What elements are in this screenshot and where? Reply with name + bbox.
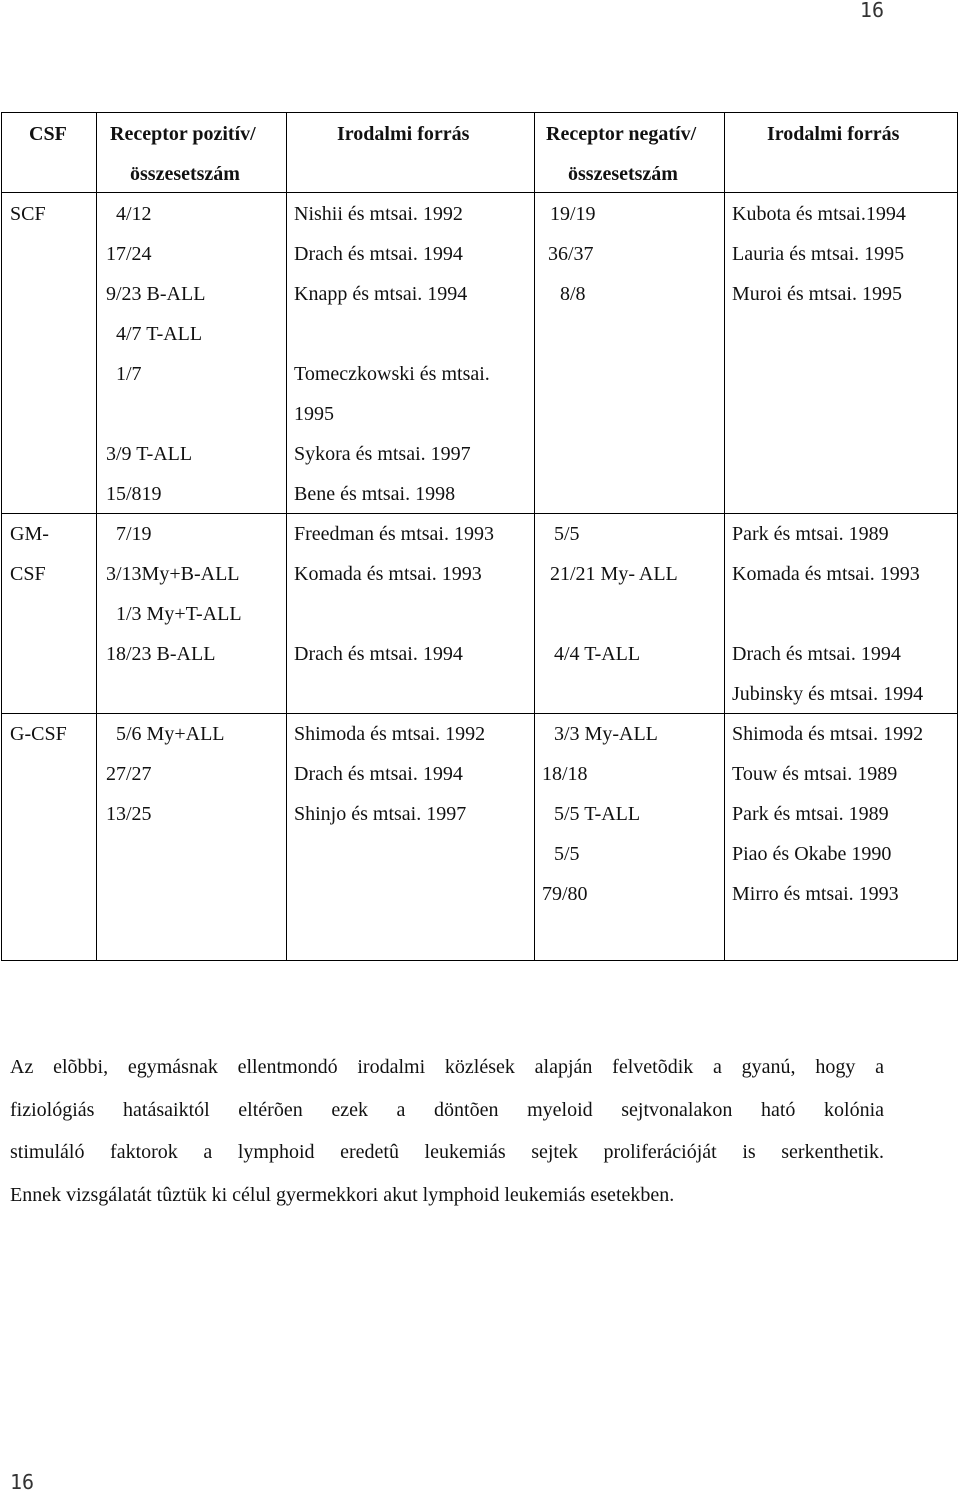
table-cell-ref2: Park és mtsai. 1989 — [732, 523, 889, 545]
table-cell-ref2: Lauria és mtsai. 1995 — [732, 243, 905, 265]
table-cell-pos: 1/3 My+T-ALL — [116, 603, 242, 625]
table-cell-ref1: 1995 — [294, 403, 334, 425]
table-cell-pos: 15/819 — [106, 483, 162, 505]
table-cell-ref1: Drach és mtsai. 1994 — [294, 763, 463, 785]
header-reference-2: Irodalmi forrás — [767, 123, 900, 145]
page-number-bottom: 16 — [10, 1470, 35, 1494]
table-cell-ref1: Knapp és mtsai. 1994 — [294, 283, 468, 305]
table-cell-pos: 3/9 T-ALL — [106, 443, 193, 465]
table-cell-pos: 17/24 — [106, 243, 152, 265]
table-cell-csf: G-CSF — [10, 723, 67, 745]
paragraph-line: fiziológiás hatásaiktól eltérõen ezek a döntõen myeloid sejtvonalakon ható kolónia — [10, 1098, 884, 1121]
table-cell-ref1: Komada és mtsai. 1993 — [294, 563, 482, 585]
table-cell-ref1: Shinjo és mtsai. 1997 — [294, 803, 467, 825]
group-divider — [2, 513, 957, 514]
table-cell-neg: 5/5 — [554, 523, 580, 545]
table-cell-pos: 13/25 — [106, 803, 152, 825]
body-paragraph — [10, 1046, 884, 1216]
header-negative-total: összesetszám — [568, 163, 678, 185]
table-cell-csf: CSF — [10, 563, 46, 585]
table-cell-ref2: Park és mtsai. 1989 — [732, 803, 889, 825]
table-cell-neg: 36/37 — [548, 243, 594, 265]
paragraph-line: stimuláló faktorok a lymphoid eredetû leukemiás sejtek proliferációját is serkenthetik. — [10, 1141, 884, 1164]
column-divider — [96, 113, 97, 960]
table-cell-ref2: Kubota és mtsai.1994 — [732, 203, 906, 225]
table-cell-ref2: Piao és Okabe 1990 — [732, 843, 892, 865]
table-cell-csf: GM- — [10, 523, 49, 545]
table-cell-pos: 7/19 — [116, 523, 152, 545]
table-cell-ref2: Drach és mtsai. 1994 — [732, 643, 901, 665]
table-cell-pos: 18/23 B-ALL — [106, 643, 216, 665]
table-cell-pos: 4/12 — [116, 203, 152, 225]
header-divider — [2, 192, 957, 193]
table-cell-ref1: Nishii és mtsai. 1992 — [294, 203, 463, 225]
table-cell-ref2: Muroi és mtsai. 1995 — [732, 283, 902, 305]
column-divider — [534, 113, 535, 960]
paragraph-line: Ennek vizsgálatát tûztük ki célul gyermekkori akut lymphoid leukemiás esetekben. — [10, 1183, 675, 1206]
table-cell-neg: 79/80 — [542, 883, 588, 905]
table-cell-neg: 4/4 T-ALL — [554, 643, 641, 665]
table-cell-ref1: Drach és mtsai. 1994 — [294, 643, 463, 665]
table-cell-pos: 1/7 — [116, 363, 142, 385]
table-cell-neg: 18/18 — [542, 763, 588, 785]
paragraph-line: Az elõbbi, egymásnak ellentmondó irodalmi közlések alapján felvetõdik a gyanú, hogy a — [10, 1056, 884, 1078]
table-cell-pos: 5/6 My+ALL — [116, 723, 225, 745]
header-negative: Receptor negatív/ — [546, 123, 697, 145]
header-positive: Receptor pozitív/ — [110, 123, 256, 145]
table-cell-ref1: Tomeczkowski és mtsai. — [294, 363, 490, 385]
table-cell-ref1: Freedman és mtsai. 1993 — [294, 523, 494, 545]
table-cell-ref1: Drach és mtsai. 1994 — [294, 243, 463, 265]
table-cell-neg: 5/5 — [554, 843, 580, 865]
table-cell-neg: 8/8 — [560, 283, 586, 305]
page-number-top: 16 — [859, 0, 884, 22]
table-cell-pos: 9/23 B-ALL — [106, 283, 206, 305]
table-cell-neg: 21/21 My- ALL — [550, 563, 678, 585]
table-cell-csf: SCF — [10, 203, 46, 225]
table-cell-ref2: Mirro és mtsai. 1993 — [732, 883, 899, 905]
table-cell-neg: 3/3 My-ALL — [554, 723, 658, 745]
table-cell-ref2: Jubinsky és mtsai. 1994 — [732, 683, 924, 705]
column-divider — [724, 113, 725, 960]
table-cell-neg: 19/19 — [550, 203, 596, 225]
table-cell-ref2: Touw és mtsai. 1989 — [732, 763, 898, 785]
table-cell-ref1: Sykora és mtsai. 1997 — [294, 443, 471, 465]
table-cell-pos: 3/13My+B-ALL — [106, 563, 240, 585]
header-reference-1: Irodalmi forrás — [337, 123, 470, 145]
group-divider — [2, 713, 957, 714]
table-cell-ref2: Shimoda és mtsai. 1992 — [732, 723, 924, 745]
table-cell-ref1: Shimoda és mtsai. 1992 — [294, 723, 486, 745]
table-cell-pos: 27/27 — [106, 763, 152, 785]
table-cell-neg: 5/5 T-ALL — [554, 803, 641, 825]
csf-receptor-table — [1, 112, 958, 961]
table-cell-pos: 4/7 T-ALL — [116, 323, 203, 345]
table-cell-ref1: Bene és mtsai. 1998 — [294, 483, 456, 505]
table-cell-ref2: Komada és mtsai. 1993 — [732, 563, 920, 585]
column-divider — [286, 113, 287, 960]
header-csf: CSF — [29, 123, 67, 145]
header-positive-total: összesetszám — [130, 163, 240, 185]
